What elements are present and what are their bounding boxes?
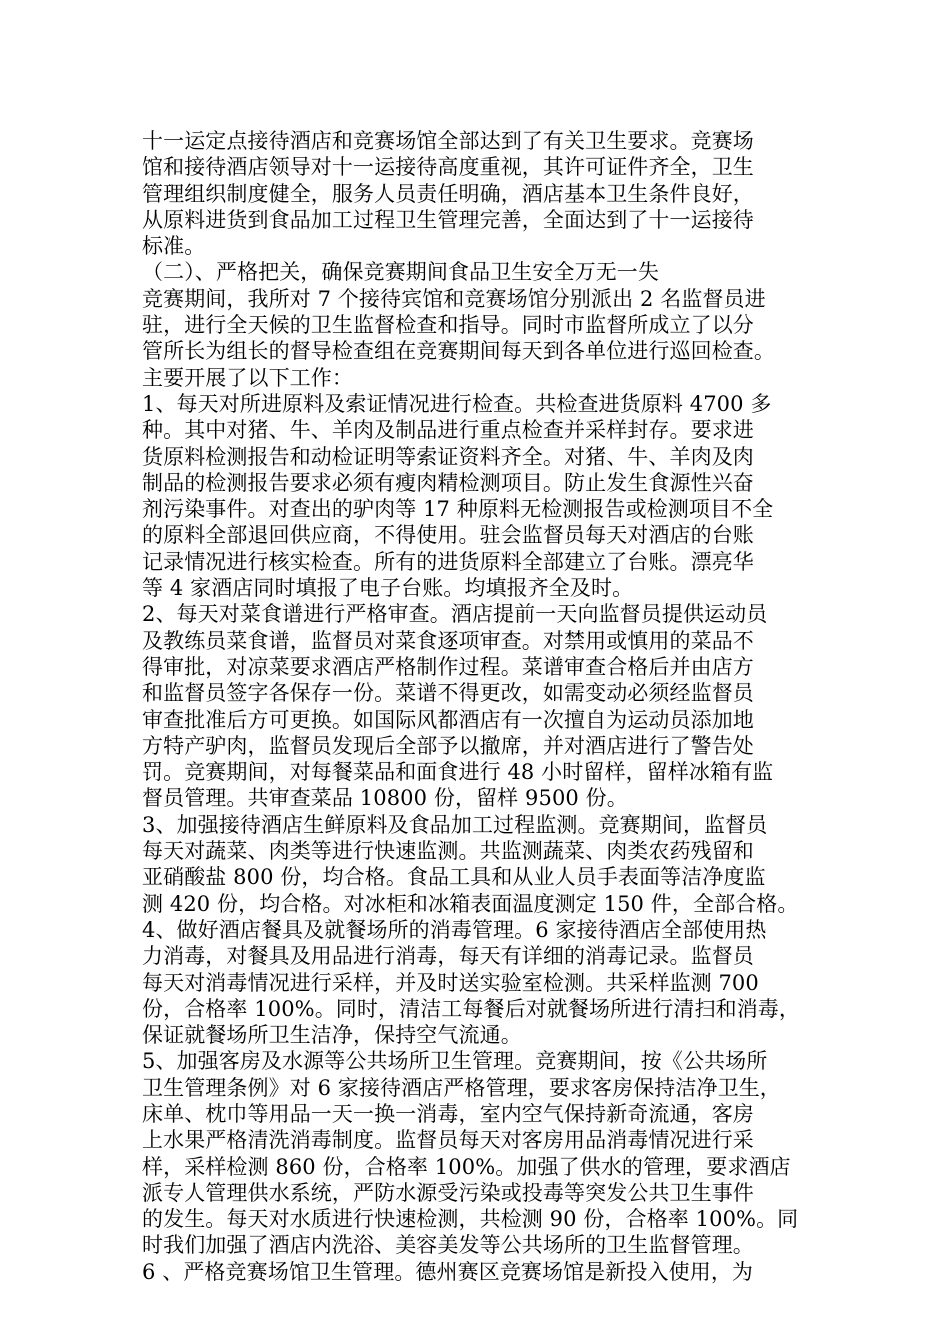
text-line: 卫生管理条例》对 6 家接待酒店严格管理，要求客房保持洁净卫生，	[142, 1075, 781, 1100]
text-line: 驻，进行全天候的卫生监督检查和指导。同时市监督所成立了以分	[142, 313, 754, 338]
text-line: 份，合格率 100%。同时，清洁工每餐后对就餐场所进行清扫和消毒，	[142, 996, 801, 1021]
text-line: 制品的检测报告要求必须有瘦肉精检测项目。防止发生食源性兴奋	[142, 470, 754, 495]
section-heading: （二）、严格把关，确保竞赛期间食品卫生安全万无一失	[142, 260, 659, 285]
text-line: 方特产驴肉，监督员发现后全部予以撤席，并对酒店进行了警告处	[142, 733, 754, 758]
text-line: 罚。竞赛期间，对每餐菜品和面食进行 48 小时留样，留样冰箱有监	[142, 760, 774, 785]
list-item-3-line: 3、加强接待酒店生鲜原料及食品加工过程监测。竞赛期间，监督员	[142, 812, 768, 837]
list-item-5-line: 5、加强客房及水源等公共场所卫生管理。竞赛期间，按《公共场所	[142, 1049, 768, 1074]
list-item-2-line: 2、每天对菜食谱进行严格审查。酒店提前一天向监督员提供运动员	[142, 602, 768, 627]
text-line: 十一运定点接待酒店和竞赛场馆全部达到了有关卫生要求。竞赛场	[142, 129, 754, 153]
text-line: 测 420 份，均合格。对冰柜和冰箱表面温度测定 150 件，全部合格。	[142, 891, 799, 916]
text-line: 亚硝酸盐 800 份，均合格。食品工具和从业人员手表面等洁净度监	[142, 865, 766, 890]
text-line: 主要开展了以下工作：	[142, 365, 353, 390]
list-item-1-line: 1、每天对所进原料及索证情况进行检查。共检查进货原料 4700 多	[142, 391, 772, 416]
text-line: 督员管理。共审查菜品 10800 份，留样 9500 份。	[142, 786, 628, 811]
text-line: 竞赛期间，我所对 7 个接待宾馆和竞赛场馆分别派出 2 名监督员进	[142, 286, 766, 311]
text-line: 的发生。每天对水质进行快速检测，共检测 90 份，合格率 100%。同	[142, 1207, 799, 1232]
text-line: 床单、枕巾等用品一天一换一消毒，室内空气保持新奇流通，客房	[142, 1101, 754, 1126]
text-line: 和监督员签字各保存一份。菜谱不得更改，如需变动必须经监督员	[142, 681, 754, 706]
text-line: 每天对消毒情况进行采样，并及时送实验室检测。共采样监测 700	[142, 970, 759, 995]
text-line: 管所长为组长的督导检查组在竞赛期间每天到各单位进行巡回检查。	[142, 339, 775, 364]
list-item-6-line: 6 、严格竞赛场馆卫生管理。德州赛区竞赛场馆是新投入使用，为	[142, 1259, 754, 1284]
text-line: 种。其中对猪、牛、羊肉及制品进行重点检查并采样封存。要求进	[142, 418, 754, 443]
text-line: 时我们加强了酒店内洗浴、美容美发等公共场所的卫生监督管理。	[142, 1233, 754, 1258]
text-line: 力消毒，对餐具及用品进行消毒，每天有详细的消毒记录。监督员	[142, 944, 754, 969]
text-line: 审查批准后方可更换。如国际风都酒店有一次擅自为运动员添加地	[142, 707, 754, 732]
text-line: 从原料进货到食品加工过程卫生管理完善，全面达到了十一运接待	[142, 207, 754, 232]
text-line: 的原料全部退回供应商，不得使用。驻会监督员每天对酒店的台账	[142, 523, 754, 548]
text-line: 得审批，对凉菜要求酒店严格制作过程。菜谱审查合格后并由店方	[142, 654, 754, 679]
text-line: 保证就餐场所卫生洁净，保持空气流通。	[142, 1023, 522, 1048]
text-line: 等 4 家酒店同时填报了电子台账。均填报齐全及时。	[142, 576, 634, 601]
text-line: 记录情况进行核实检查。所有的进货原料全部建立了台账。漂亮华	[142, 549, 754, 574]
text-line: 剂污染事件。对查出的驴肉等 17 种原料无检测报告或检测项目不全	[142, 497, 774, 522]
text-line: 及教练员菜食谱，监督员对菜食逐项审查。对禁用或慎用的菜品不	[142, 628, 754, 653]
document-body	[142, 128, 812, 1285]
text-line: 货原料检测报告和动检证明等索证资料齐全。对猪、牛、羊肉及肉	[142, 444, 754, 469]
text-line: 标准。	[142, 234, 206, 259]
text-line: 上水果严格清洗消毒制度。监督员每天对客房用品消毒情况进行采	[142, 1128, 754, 1153]
text-line: 每天对蔬菜、肉类等进行快速监测。共监测蔬菜、肉类农药残留和	[142, 839, 754, 864]
text-line: 管理组织制度健全，服务人员责任明确，酒店基本卫生条件良好，	[142, 181, 754, 206]
list-item-4-line: 4、做好酒店餐具及就餐场所的消毒管理。6 家接待酒店全部使用热	[142, 917, 767, 942]
text-line: 派专人管理供水系统，严防水源受污染或投毒等突发公共卫生事件	[142, 1180, 754, 1205]
text-line: 馆和接待酒店领导对十一运接待高度重视，其许可证件齐全，卫生	[142, 155, 754, 180]
text-line: 样，采样检测 860 份，合格率 100%。加强了供水的管理，要求酒店	[142, 1154, 791, 1179]
